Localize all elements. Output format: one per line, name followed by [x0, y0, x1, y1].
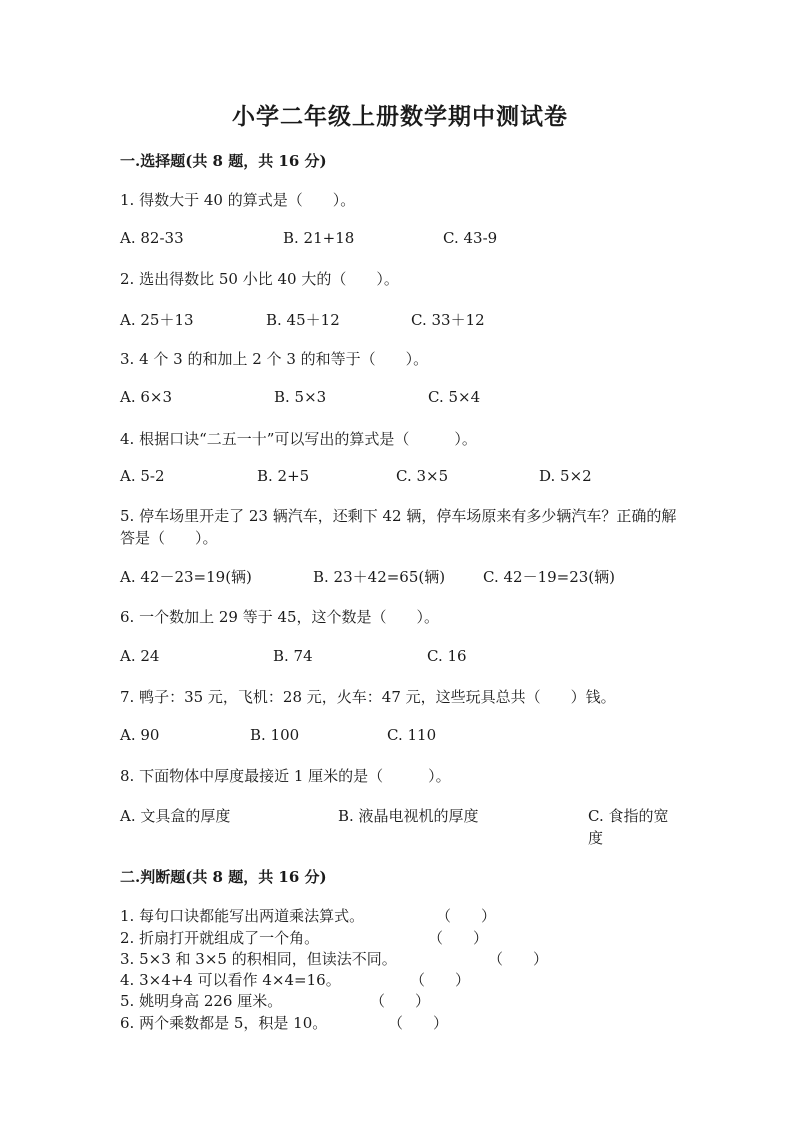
- judge-item-6: 6. 两个乘数都是 5，积是 10。: [120, 1014, 328, 1032]
- option-a: A. 6×3: [120, 388, 173, 406]
- option-c: C. 3×5: [396, 467, 449, 485]
- question-8: 8. 下面物体中厚度最接近 1 厘米的是（ ）。: [120, 767, 451, 785]
- answer-parens: （ ）: [388, 1014, 449, 1032]
- question-6: 6. 一个数加上 29 等于 45，这个数是（ ）。: [120, 608, 440, 626]
- option-b: B. 100: [250, 726, 300, 744]
- option-c: C. 食指的宽度: [588, 807, 669, 847]
- option-b: B. 74: [273, 647, 313, 665]
- answer-parens: （ ）: [370, 992, 431, 1010]
- judge-item-1: 1. 每句口诀都能写出两道乘法算式。: [120, 907, 365, 925]
- option-b: B. 21+18: [283, 229, 355, 247]
- option-c: C. 5×4: [428, 388, 481, 406]
- option-c: C. 16: [427, 647, 467, 665]
- question-1: 1. 得数大于 40 的算式是（ ）。: [120, 191, 356, 209]
- section-heading-judge: 二.判断题(共 8 题，共 16 分): [120, 868, 327, 886]
- option-a: A. 5-2: [120, 467, 165, 485]
- option-c: C. 110: [387, 726, 437, 744]
- option-a: A. 文具盒的厚度: [120, 807, 231, 825]
- option-c: C. 43-9: [443, 229, 498, 247]
- question-4: 4. 根据口诀“二五一十”可以写出的算式是（ ）。: [120, 430, 477, 448]
- option-d: D. 5×2: [539, 467, 592, 485]
- option-b: B. 5×3: [274, 388, 327, 406]
- option-b: B. 23＋42=65(辆): [313, 568, 446, 586]
- question-7: 7. 鸭子：35 元，飞机：28 元，火车：47 元，这些玩具总共（ ）钱。: [120, 688, 616, 706]
- judge-item-4: 4. 3×4+4 可以看作 4×4=16。: [120, 971, 341, 989]
- section-heading-choice: 一.选择题(共 8 题，共 16 分): [120, 152, 327, 170]
- answer-parens: （ ）: [410, 971, 471, 989]
- option-a: A. 25＋13: [120, 311, 194, 329]
- question-3: 3. 4 个 3 的和加上 2 个 3 的和等于（ ）。: [120, 350, 429, 368]
- option-a: A. 90: [120, 726, 160, 744]
- answer-parens: （ ）: [428, 929, 489, 947]
- judge-item-3: 3. 5×3 和 3×5 的积相同，但读法不同。: [120, 950, 397, 968]
- answer-parens: （ ）: [436, 907, 497, 925]
- option-a: A. 24: [120, 647, 160, 665]
- option-b: B. 液晶电视机的厚度: [338, 807, 479, 825]
- option-a: A. 82-33: [120, 229, 184, 247]
- option-b: B. 2+5: [257, 467, 310, 485]
- judge-item-5: 5. 姚明身高 226 厘米。: [120, 992, 283, 1010]
- option-c: C. 33＋12: [411, 311, 485, 329]
- option-c: C. 42－19=23(辆): [483, 568, 616, 586]
- judge-item-2: 2. 折扇打开就组成了一个角。: [120, 929, 320, 947]
- option-a: A. 42－23=19(辆): [120, 568, 252, 586]
- option-b: B. 45＋12: [266, 311, 340, 329]
- answer-parens: （ ）: [488, 950, 549, 968]
- page-title: 小学二年级上册数学期中测试卷: [232, 103, 568, 130]
- question-5: 5. 停车场里开走了 23 辆汽车，还剩下 42 辆，停车场原来有多少辆汽车？正确的解答是（ ）。: [120, 507, 677, 547]
- question-2: 2. 选出得数比 50 小比 40 大的（ ）。: [120, 270, 399, 288]
